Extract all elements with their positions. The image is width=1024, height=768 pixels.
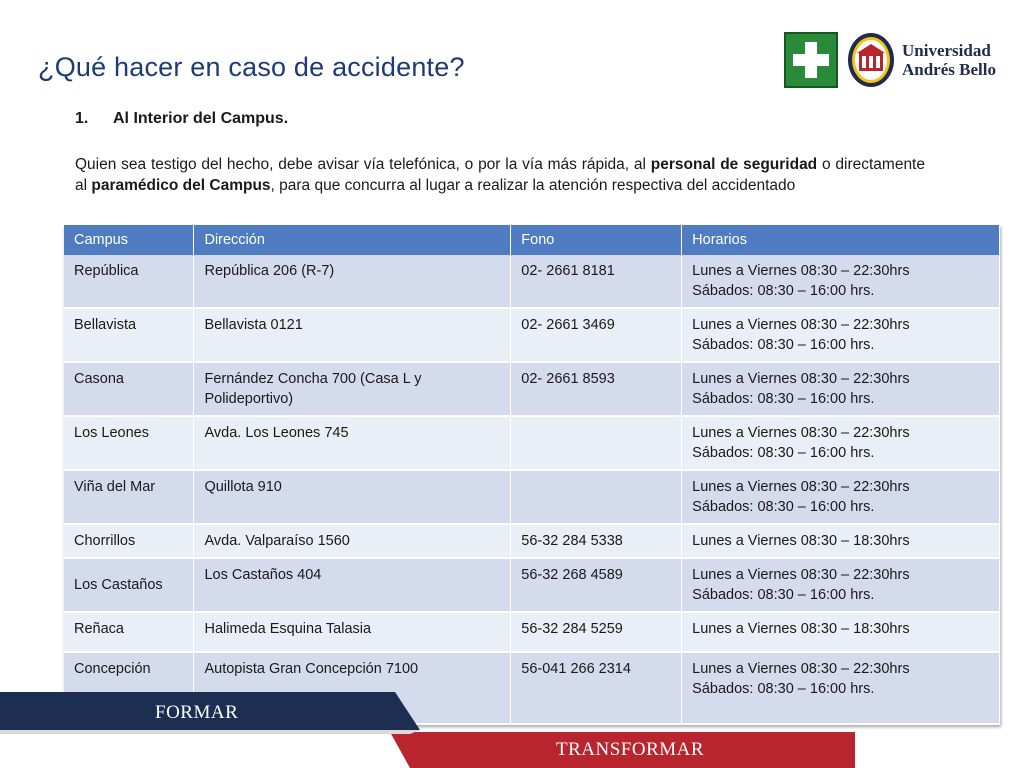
horario-weekdays: Lunes a Viernes 08:30 – 22:30hrs [692, 425, 910, 441]
paragraph-text-2: o directamente al [75, 156, 925, 194]
horario-saturday: Sábados: 08:30 – 16:00 hrs. [692, 337, 875, 353]
table-row [64, 416, 1000, 470]
table-header-row [64, 225, 1000, 255]
cell-direccion: Halimeda Esquina Talasia [194, 612, 511, 652]
header-campus: Campus [64, 225, 194, 255]
horario-saturday: Sábados: 08:30 – 16:00 hrs. [692, 445, 875, 461]
cell-horarios [682, 612, 1000, 652]
footer-banner [0, 690, 1024, 768]
table-row [64, 524, 1000, 558]
page-title: ¿Qué hacer en caso de accidente? [38, 52, 465, 82]
cell-horarios [682, 470, 1000, 524]
horario-weekdays: Lunes a Viernes 08:30 – 18:30hrs [692, 533, 910, 549]
horario-weekdays: Lunes a Viernes 08:30 – 22:30hrs [692, 479, 910, 495]
table-row [64, 558, 1000, 612]
horario-weekdays: Lunes a Viernes 08:30 – 22:30hrs [692, 263, 910, 279]
instructions-paragraph [75, 154, 925, 196]
cell-horarios [682, 524, 1000, 558]
section-number: 1. [75, 110, 89, 127]
table-row [64, 470, 1000, 524]
cell-direccion: Quillota 910 [194, 470, 511, 524]
cell-campus: República [64, 255, 194, 308]
cell-direccion: Bellavista 0121 [194, 308, 511, 362]
first-aid-cross-icon [784, 32, 838, 88]
cell-fono: 02- 2661 3469 [511, 308, 682, 362]
horario-weekdays: Lunes a Viernes 08:30 – 22:30hrs [692, 567, 910, 583]
cell-campus: Chorrillos [64, 524, 194, 558]
horario-saturday: Sábados: 08:30 – 16:00 hrs. [692, 587, 875, 603]
footer-transformar-label: TRANSFORMAR [556, 739, 705, 760]
horario-weekdays: Lunes a Viernes 08:30 – 22:30hrs [692, 317, 910, 333]
cell-fono: 56-32 284 5338 [511, 524, 682, 558]
section-title: Al Interior del Campus. [113, 110, 289, 127]
horario-saturday: Sábados: 08:30 – 16:00 hrs. [692, 681, 875, 697]
university-logo [784, 30, 1010, 90]
cell-horarios [682, 308, 1000, 362]
table-row [64, 308, 1000, 362]
cell-fono: 56-041 266 2314 [511, 652, 682, 724]
paragraph-bold-paramedic: paramédico del Campus [91, 177, 271, 194]
university-seal-icon [846, 31, 896, 89]
horario-weekdays: Lunes a Viernes 08:30 – 18:30hrs [692, 621, 910, 637]
cell-campus: Bellavista [64, 308, 194, 362]
header-direccion: Dirección [194, 225, 511, 255]
table-row [64, 362, 1000, 416]
cell-campus: Casona [64, 362, 194, 416]
cell-campus: Reñaca [64, 612, 194, 652]
horario-saturday: Sábados: 08:30 – 16:00 hrs. [692, 391, 875, 407]
cell-fono: 02- 2661 8593 [511, 362, 682, 416]
cell-fono [511, 470, 682, 524]
section-heading [75, 110, 288, 128]
cell-fono: 56-32 284 5259 [511, 612, 682, 652]
cell-campus: Los Castaños [64, 558, 194, 612]
cell-fono: 56-32 268 4589 [511, 558, 682, 612]
cell-horarios [682, 558, 1000, 612]
horario-saturday: Sábados: 08:30 – 16:00 hrs. [692, 499, 875, 515]
cell-fono [511, 416, 682, 470]
cell-direccion: República 206 (R-7) [194, 255, 511, 308]
cell-campus: Viña del Mar [64, 470, 194, 524]
paragraph-text-3: , para que concurra al lugar a realizar la atención respectiva del accidentado [270, 177, 796, 194]
cell-campus: Los Leones [64, 416, 194, 470]
horario-weekdays: Lunes a Viernes 08:30 – 22:30hrs [692, 371, 910, 387]
university-name-line2: Andrés Bello [902, 60, 996, 79]
table-row [64, 612, 1000, 652]
cell-direccion: Los Castaños 404 [194, 558, 511, 612]
header-horarios: Horarios [682, 225, 1000, 255]
cell-direccion: Autopista Gran Concepción 7100 [194, 652, 511, 724]
cell-horarios [682, 255, 1000, 308]
horario-weekdays: Lunes a Viernes 08:30 – 22:30hrs [692, 661, 910, 677]
paragraph-bold-security: personal de seguridad [650, 156, 818, 173]
cell-horarios [682, 416, 1000, 470]
cell-direccion: Avda. Valparaíso 1560 [194, 524, 511, 558]
cell-horarios [682, 362, 1000, 416]
university-name-line1: Universidad [902, 41, 991, 60]
table-row [64, 255, 1000, 308]
cell-direccion: Fernández Concha 700 (Casa L y Polideportivo) [194, 362, 511, 416]
footer-formar-label: FORMAR [155, 702, 239, 723]
horario-saturday: Sábados: 08:30 – 16:00 hrs. [692, 283, 875, 299]
header-fono: Fono [511, 225, 682, 255]
cell-campus: Concepción [64, 652, 194, 724]
cell-fono: 02- 2661 8181 [511, 255, 682, 308]
university-name [902, 41, 996, 79]
paragraph-text-1: Quien sea testigo del hecho, debe avisar vía telefónica, o por la vía más rápida, al [75, 156, 651, 173]
cell-direccion: Avda. Los Leones 745 [194, 416, 511, 470]
campus-table [64, 225, 1000, 725]
